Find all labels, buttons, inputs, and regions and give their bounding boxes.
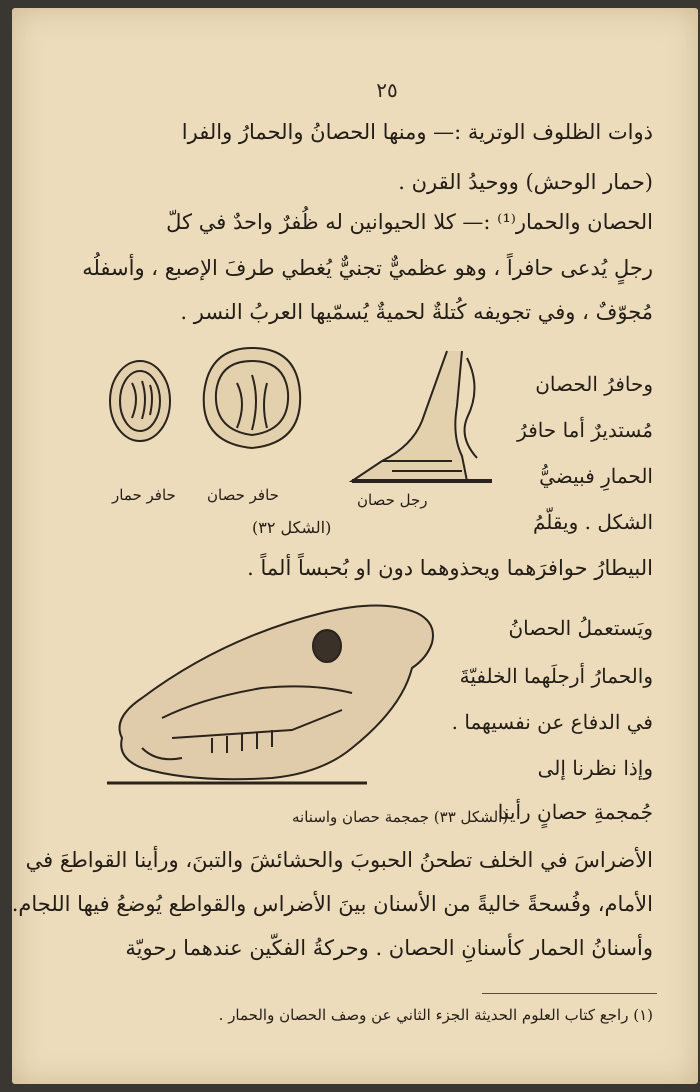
donkey-hoof-drawing (110, 361, 170, 441)
text-line: ذوات الظلوف الوترية :— ومنها الحصانُ والحمارُ والفرا (181, 120, 653, 144)
text-line: الأمام، وفُسحةً خاليةً من الأسنان بينَ الأضراس والقواطع يُوضعُ فيها اللجام. (11, 892, 653, 916)
text-line: مُجوّفٌ ، وفي تجويفه كُتلةٌ لحميةٌ يُسمّيها العربُ النسر . (180, 300, 653, 324)
caption-donkey-hoof: حافر حمار (112, 486, 176, 504)
text-line: رجلٍ يُدعى حافراً ، وهو عظميٌّ تجنيٌّ يُغطي طرفَ الإصبع ، وأسفلُه (82, 256, 653, 280)
figure-33-caption: (الشكل ٣٣) جمجمة حصان واسنانه (292, 808, 509, 826)
footnote: (١) راجع كتاب العلوم الحديثة الجزء الثاني عن وصف الحصان والحمار . (218, 1006, 653, 1024)
text-line: البيطارُ حوافرَهما ويحذوهما دون او بُحبساً ألماً . (247, 556, 653, 580)
page-number: ٢٥ (376, 78, 398, 102)
horse-hoof-drawing (204, 348, 300, 448)
side-text-line: والحمارُ أرجلَهما الخلفيّةَ (459, 664, 653, 688)
caption-horse-leg: رجل حصان (357, 491, 428, 509)
horse-leg-drawing (352, 351, 492, 481)
side-text-line: وإذا نظرنا إلى (537, 756, 653, 780)
side-text-line: الشكل . ويقلّمُ (532, 510, 653, 534)
footnote-divider (482, 993, 657, 994)
figure-32-label: (الشكل ٣٢) (252, 518, 332, 537)
figure-33-horse-skull (102, 598, 452, 798)
side-text-line: جُمجمةِ حصانٍ رأينا (497, 800, 653, 824)
caption-horse-hoof: حافر حصان (207, 486, 279, 504)
figure-32-illustration (102, 343, 502, 493)
text-line: الحصان والحمار⁽¹⁾ :— كلا الحيوانين له ظُفرٌ واحدٌ في كلّ (166, 210, 653, 234)
side-text-line: مُستديرٌ أما حافرُ (517, 418, 653, 442)
text-line: الأضراسَ في الخلف تطحنُ الحبوبَ والحشائشَ والتبنَ، ورأينا القواطعَ في (25, 848, 653, 872)
text-line: وأسنانُ الحمار كأسنانِ الحصان . وحركةُ الفكّين عندهما رحويّة (125, 936, 653, 960)
side-text-line: ويَستعملُ الحصانُ (508, 616, 653, 640)
side-text-line: في الدفاع عن نفسيهما . (451, 710, 653, 734)
side-text-line: الحمارِ فبيضيُّ (539, 464, 653, 488)
text-line: (حمار الوحش) ووحيدُ القرن . (398, 170, 653, 194)
side-text-line: وحافرُ الحصان (535, 372, 653, 396)
book-page (12, 8, 698, 1084)
